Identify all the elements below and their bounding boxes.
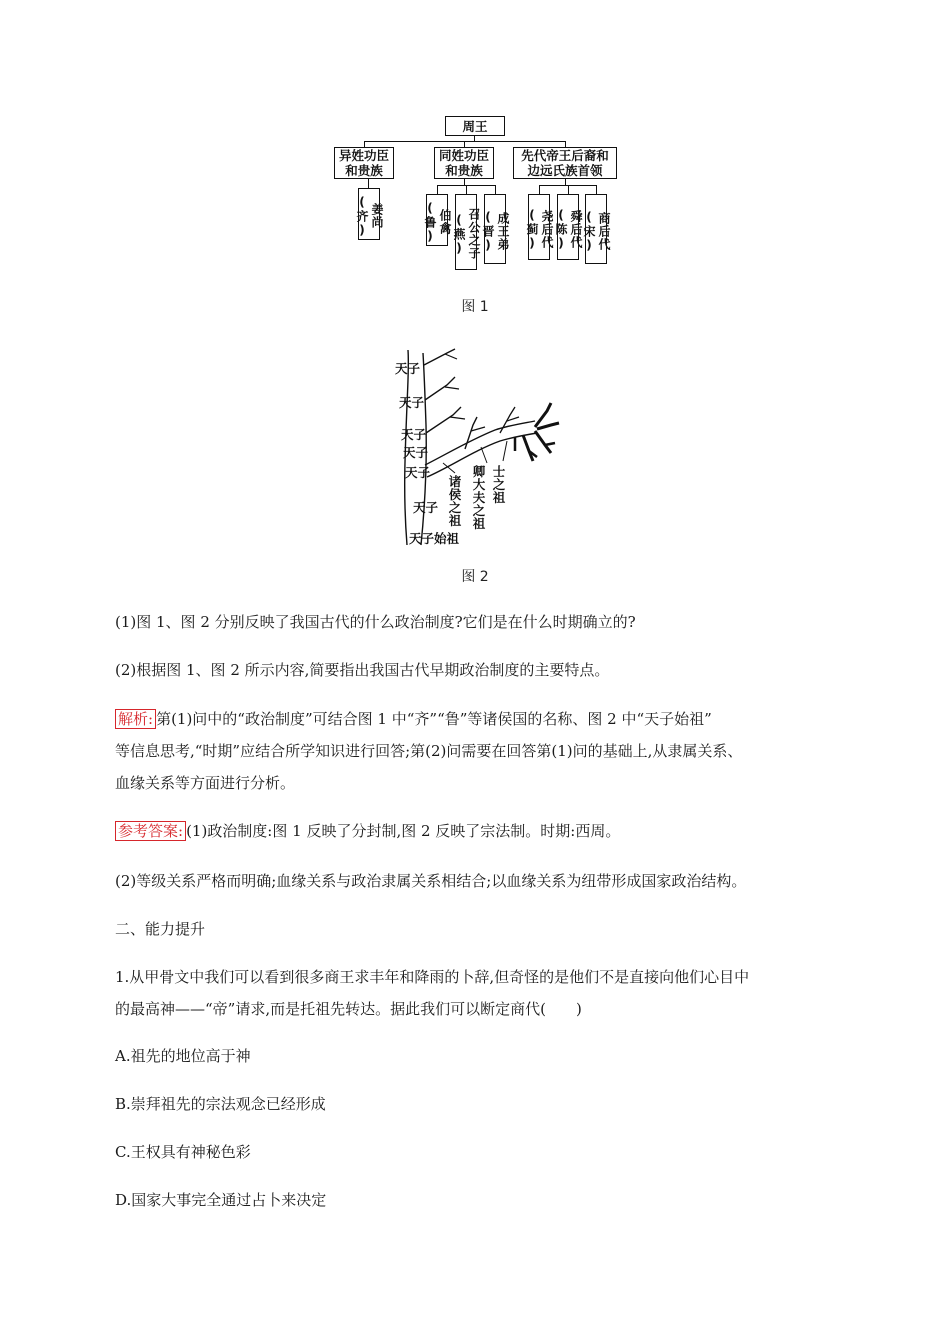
tree-label-tianzi: 天子: [399, 395, 425, 410]
figure-2-tree: [395, 345, 565, 550]
connector: [565, 178, 566, 185]
analysis-block: [115, 703, 845, 799]
tree-label-tianzi: 天子: [403, 445, 429, 460]
tree-label-root-ancestor: 天子始祖: [409, 531, 460, 546]
mcq-option-b: B.崇拜祖先的宗法观念已经形成: [115, 1095, 326, 1113]
analysis-text: 第(1)问中的“政治制度”可结合图 1 中“齐”“鲁”等诸侯国的名称、图 2 中“天子始祖”: [156, 710, 712, 728]
connector: [568, 185, 569, 194]
mcq-stem: [115, 961, 845, 1025]
figure-1-org-chart: [0, 0, 950, 280]
question-2: (2)根据图 1、图 2 所示内容,简要指出我国古代早期政治制度的主要特点。: [115, 661, 610, 679]
leaf-box-chengwang-brother: 成王弟(晋): [484, 194, 506, 264]
analysis-line-1: [115, 703, 845, 735]
figure-2-caption: 图 2: [461, 569, 489, 585]
tree-label-ministers-ancestor: 卿大夫之祖: [471, 465, 486, 530]
analysis-line-3: 血缘关系等方面进行分析。: [115, 774, 296, 792]
answer-line-1: [115, 815, 845, 847]
tree-label-lords-ancestor: 诸侯之祖: [447, 475, 462, 527]
leaf-box-shaogong-son: 召公之子(燕): [455, 194, 477, 270]
figure-1-caption: 图 1: [461, 299, 489, 315]
question-1: (1)图 1、图 2 分别反映了我国古代的什么政治制度?它们是在什么时期确立的?: [115, 613, 636, 631]
branch-box-descendants: 先代帝王后裔和边远氏族首领: [513, 147, 617, 179]
connector: [495, 185, 496, 194]
leaf-box-shang: 商后代(宋): [585, 194, 607, 264]
mcq-stem-line-1: 1.从甲骨文中我们可以看到很多商王求丰年和降雨的卜辞,但奇怪的是他们不是直接向他们心目中: [115, 968, 750, 986]
branch-box-clan: 同姓功臣和贵族: [434, 147, 494, 179]
section-heading: 二、能力提升: [115, 920, 206, 938]
tree-label-tianzi: 天子: [405, 465, 431, 480]
connector: [596, 185, 597, 194]
tree-label-tianzi: 天子: [395, 361, 421, 376]
connector: [437, 185, 438, 194]
analysis-tag: 解析:: [115, 709, 156, 729]
leaf-box-boqin: 伯禽(鲁): [426, 194, 448, 246]
connector: [464, 178, 465, 185]
mcq-option-a: A.祖先的地位高于神: [115, 1047, 251, 1065]
branch-box-non-clan: 异姓功臣和贵族: [334, 147, 394, 179]
tree-label-tianzi: 天子: [413, 500, 439, 515]
answer-text: (1)政治制度:图 1 反映了分封制,图 2 反映了宗法制。时期:西周。: [186, 822, 621, 840]
answer-block: [115, 815, 845, 847]
mcq-stem-line-2: 的最高神——“帝”请求,而是托祖先转达。据此我们可以断定商代( ): [115, 1000, 582, 1018]
connector: [539, 185, 540, 194]
answer-line-2: (2)等级关系严格而明确;血缘关系与政治隶属关系相结合;以血缘关系为纽带形成国家政治结构。: [115, 872, 747, 890]
analysis-line-2: 等信息思考,“时期”应结合所学知识进行回答;第(2)问需要在回答第(1)问的基础上,从隶属关系、: [115, 742, 743, 760]
leaf-box-jiangshang: 姜尚(齐): [358, 188, 380, 240]
tree-label-tianzi: 天子: [401, 427, 427, 442]
connector: [466, 185, 467, 194]
mcq-option-d: D.国家大事完全通过占卜来决定: [115, 1191, 327, 1209]
tree-label-shi-ancestor: 士之祖: [491, 465, 506, 504]
leaf-box-yao: 尧后代(蓟): [528, 194, 550, 260]
mcq-option-c: C.王权具有神秘色彩: [115, 1143, 251, 1161]
answer-tag: 参考答案:: [115, 821, 186, 841]
leaf-box-shun: 舜后代(陈): [557, 194, 579, 260]
connector: [368, 178, 369, 188]
root-box-zhou-king: 周王: [445, 116, 505, 136]
